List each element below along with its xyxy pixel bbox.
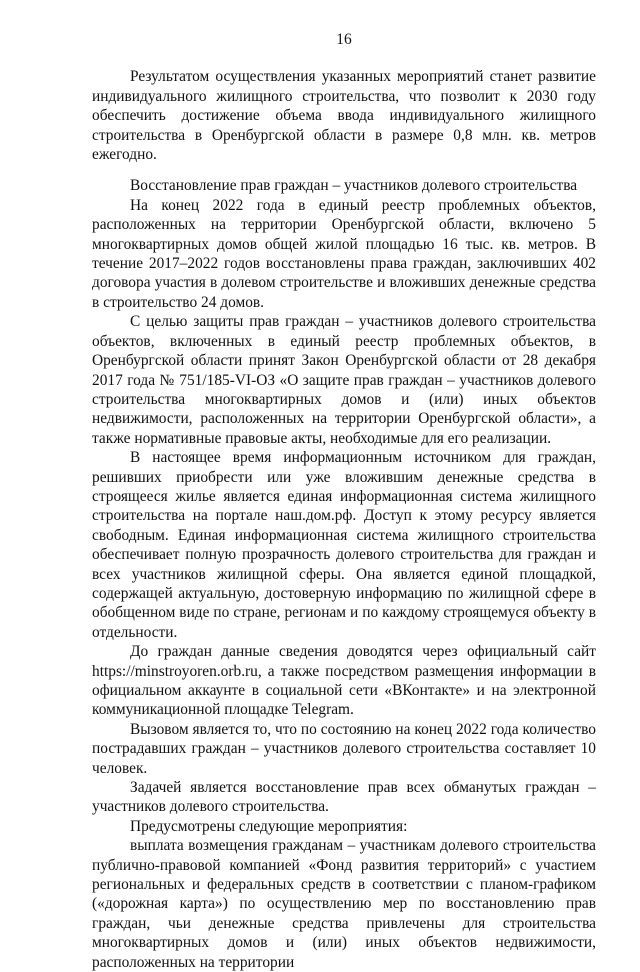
document-page — [92, 30, 596, 972]
section-heading-shared-construction: Восстановление прав граждан – участников долевого строительства — [130, 177, 578, 195]
paragraph-regional-law: С целью защиты прав граждан – участников долевого строительства объектов, включенных в единый реестр проблемных объектов, в Оренбургской области принят Закон Оренбургской области от 28 декабря 2017 года № 751/185-VI-ОЗ «О защите прав граждан – участников долевого строительства многоквартирных домов и (или) иных объектов недвижимости, расположенных на территории Оренбургской области», а также нормативные правовые акты, необходимые для его реализации. — [92, 313, 596, 447]
paragraph-problem-objects: На конец 2022 года в единый реестр проблемных объектов, расположенных на территории Оренбургской области, включено 5 многоквартирных домов общей жилой площадью 16 тыс. кв. метров. В течение 2017–2022 годов восстановлены права граждан, заключивших 402 договора участия в долевом строительстве и вложивших денежные средства в строительство 24 домов. — [92, 196, 596, 311]
paragraph-official-website: До граждан данные сведения доводятся через официальный сайт https://minstroyoren.orb.ru, а также посредством размещения информации в официальном аккаунте в социальной сети «ВКонтакте» и на электронной коммуникационной площадке Telegram. — [92, 643, 596, 719]
paragraph-information-system: В настоящее время информационным источником для граждан, решивших приобрести или уже вложившим денежные средства в строящееся жилье является единая информационная система жилищного строительства на портале наш.дом.рф. Доступ к этому ресурсу является свободным. Единая информационная система жилищного строительства обеспечивает полную прозрачность долевого строительства для граждан и всех участников жилищной сферы. Она является единой площадкой, содержащей актуальную, достоверную информацию по жилищной сфере в обобщенном виде по стране, регионам и по каждому строящемуся объекту в отдельности. — [92, 449, 596, 641]
paragraph-task: Задачей является восстановление прав всех обманутых граждан – участников долевого строительства. — [92, 779, 596, 816]
paragraph-measures-intro: Предусмотрены следующие мероприятия: — [130, 817, 408, 835]
paragraph-compensation-measure: выплата возмещения гражданам – участникам долевого строительства публично-правовой компанией «Фонд развития территорий» с участием региональных и федеральных средств в соответствии с планом-графиком («дорожная карта») по осуществлению мер по восстановлению прав граждан, чьи денежные средства привлечены для строительства многоквартирных домов и (или) иных объектов недвижимости, расположенных на территории — [92, 837, 596, 971]
paragraph-challenge: Вызовом является то, что по состоянию на конец 2022 года количество пострадавших граждан – участников долевого строительства составляет 10 человек. — [92, 720, 596, 777]
paragraph-ijs-result: Результатом осуществления указанных мероприятий станет развитие индивидуального жилищного строительства, что позволит к 2030 году обеспечить достижение объема ввода индивидуального жилищного строительства в Оренбургской области в размере 0,8 млн. кв. метров ежегодно. — [92, 68, 596, 164]
page-number: 16 — [336, 31, 352, 48]
